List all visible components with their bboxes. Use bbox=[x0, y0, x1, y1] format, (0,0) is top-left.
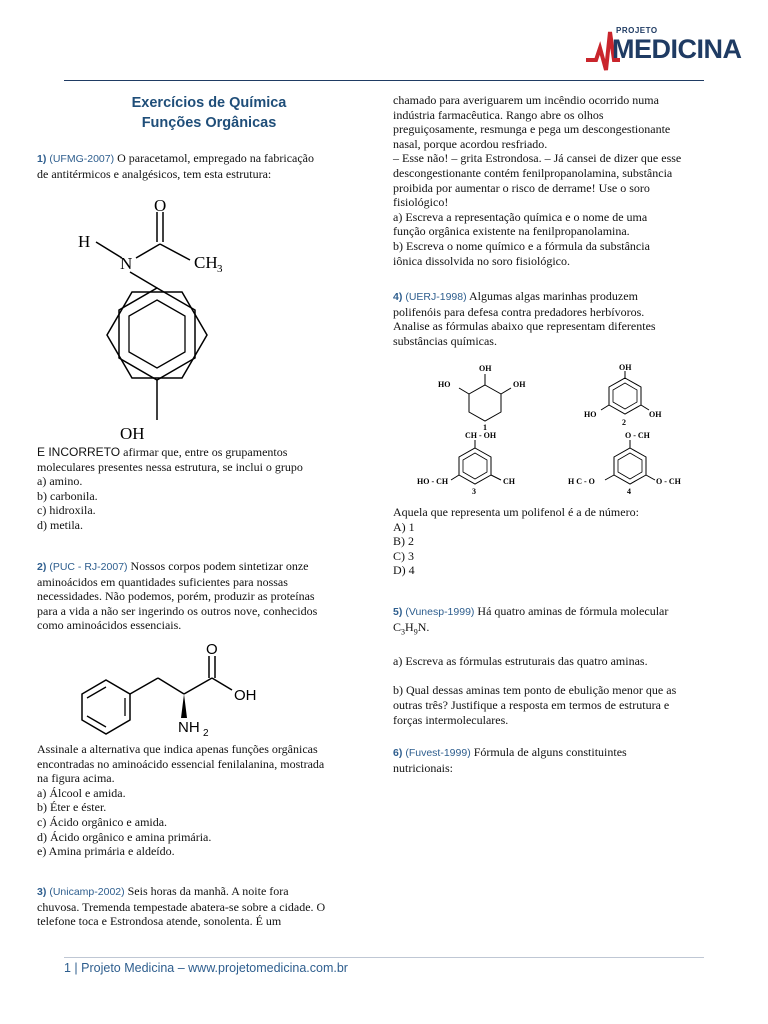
phenylalanine-nh-label: NH bbox=[178, 719, 200, 736]
q2-option-a: a) Álcool e amida. bbox=[37, 785, 126, 800]
phenylalanine-oh-label: OH bbox=[234, 687, 257, 704]
q3-right-line-1: chamado para averiguarem um incêndio ocorrido numa bbox=[393, 93, 659, 107]
q5-block bbox=[393, 604, 676, 727]
s2-oh-top: OH bbox=[619, 363, 632, 372]
q2-intro-line-3: necessidades. Não podemos, porém, produzir as proteínas bbox=[37, 589, 315, 604]
q1-option-d: d) metila. bbox=[37, 517, 83, 532]
q4-source: (UERJ-1998) bbox=[405, 291, 467, 303]
phenylalanine-o-label: O bbox=[206, 641, 218, 658]
q5-part-a: a) Escreva as fórmulas estruturais das quatro aminas. bbox=[393, 654, 648, 669]
q4-option-b: B) 2 bbox=[393, 534, 414, 549]
q3-left-line-3: telefone toca e Estrondosa atende, sonolenta. É um bbox=[37, 914, 282, 929]
polyphenol-structures bbox=[417, 360, 695, 500]
s2-number: 2 bbox=[622, 418, 626, 427]
q6-intro-line-2: nutricionais: bbox=[393, 760, 453, 775]
q1-stem-rest: afirmar que, entre os grupamentos bbox=[120, 445, 288, 459]
q4-number: 4) bbox=[393, 291, 403, 303]
q3-number: 3) bbox=[37, 886, 47, 898]
q4-option-a: A) 1 bbox=[393, 519, 415, 534]
q3-intro-first: Seis horas da manhã. A noite fora bbox=[124, 884, 289, 898]
paracetamol-ch3-sub: 3 bbox=[217, 263, 223, 275]
s2-ho-left: HO bbox=[584, 410, 597, 419]
q6-number: 6) bbox=[393, 747, 403, 759]
q1-stem bbox=[37, 445, 303, 533]
q1-intro-line-1: O paracetamol, empregado na fabricação bbox=[117, 151, 314, 165]
q3-left-line-2: chuvosa. Tremenda tempestade abatera-se sobre a cidade. O bbox=[37, 899, 326, 914]
phenylalanine-structure bbox=[72, 640, 272, 740]
s1-number: 1 bbox=[483, 423, 487, 432]
q5-formula: $C_3H_9N$. bbox=[393, 619, 430, 636]
q1-option-c: c) hidroxila. bbox=[37, 503, 96, 518]
q1-option-b: b) carbonila. bbox=[37, 488, 98, 503]
q4-intro-line-4: substâncias químicas. bbox=[393, 333, 497, 348]
q2-intro-first: Nossos corpos podem sintetizar onze bbox=[127, 559, 309, 573]
s4-h3co: H C - O bbox=[568, 477, 595, 486]
q5-part-b-line-3: forças intermoleculares. bbox=[393, 712, 509, 727]
page-title bbox=[64, 93, 354, 133]
q2-intro-line-5: como aminoácidos essenciais. bbox=[37, 618, 182, 633]
q1-stem-line-2: moleculares presentes nessa estrutura, se inclui o grupo bbox=[37, 459, 303, 474]
q1-source: (UFMG-2007) bbox=[49, 153, 115, 165]
q2-stem-line-2: encontradas no aminoácido essencial fenilalanina, mostrada bbox=[37, 756, 325, 771]
q2-option-b: b) Éter e éster. bbox=[37, 800, 107, 815]
q1-intro bbox=[37, 151, 314, 181]
q3-right-line-11: b) Escreva o nome químico e a fórmula da substância bbox=[393, 238, 650, 253]
q4-intro-first: Algumas algas marinhas produzem bbox=[466, 289, 638, 303]
header-rule bbox=[64, 80, 704, 81]
paracetamol-ch3-label: CH bbox=[194, 253, 218, 272]
q5-part-b-line-1: b) Qual dessas aminas tem ponto de ebulição menor que as bbox=[393, 683, 677, 698]
s1-oh-top: OH bbox=[479, 364, 492, 373]
paracetamol-ring bbox=[107, 292, 207, 378]
q3-continuation bbox=[393, 93, 681, 268]
footer-text: Projeto Medicina – www.projetomedicina.com.br bbox=[81, 961, 348, 975]
s4-och3-right: O - CH bbox=[656, 477, 681, 486]
s1-ho-left: HO bbox=[438, 380, 451, 389]
q2-source: (PUC - RJ-2007) bbox=[49, 561, 128, 573]
q3-right-line-8: fisiológico! bbox=[393, 195, 449, 210]
s3-ch2oh: CH - OH bbox=[465, 431, 497, 440]
s1-oh-right: OH bbox=[513, 380, 526, 389]
structure-3 bbox=[417, 431, 516, 496]
q2-intro-line-4: para a vida a não ser ingerindo os outros nove, conhecidos bbox=[37, 603, 318, 618]
q4-stem-line: Aquela que representa um polifenol é a de número: bbox=[393, 505, 639, 519]
q4-stem bbox=[393, 505, 639, 578]
q4-intro-line-3: Analise as fórmulas abaixo que representam diferentes bbox=[393, 319, 656, 334]
q3-right-line-9: a) Escreva a representação química e o nome de uma bbox=[393, 209, 648, 224]
q2-stem bbox=[37, 742, 324, 859]
s4-number: 4 bbox=[627, 487, 631, 496]
footer-page-number: 1 bbox=[64, 961, 71, 975]
q2-option-c: c) Ácido orgânico e amida. bbox=[37, 814, 168, 829]
paracetamol-h-label: H bbox=[78, 232, 91, 251]
q2-option-d: d) Ácido orgânico e amina primária. bbox=[37, 829, 212, 844]
q3-source: (Unicamp-2002) bbox=[49, 886, 125, 898]
footer-rule bbox=[64, 957, 704, 958]
q2-intro-line-2: aminoácidos em quantidades suficientes para nossas bbox=[37, 574, 288, 589]
title-line-1: Exercícios de Química bbox=[131, 95, 287, 111]
paracetamol-oh-label: OH bbox=[120, 424, 145, 443]
q4-intro bbox=[393, 289, 656, 348]
q3-right-line-10: função orgânica existente na fenilpropanolamina. bbox=[393, 224, 630, 239]
paracetamol-n-label: N bbox=[120, 254, 133, 273]
q4-option-c: C) 3 bbox=[393, 548, 414, 563]
q3-right-line-2: indústria farmacêutica. Rango abre os olhos bbox=[393, 107, 604, 122]
q2-intro bbox=[37, 559, 317, 633]
q2-option-e: e) Amina primária e aldeído. bbox=[37, 844, 175, 859]
structure-2 bbox=[584, 363, 662, 427]
paracetamol-o-label: O bbox=[154, 196, 167, 215]
q5-number: 5) bbox=[393, 606, 403, 618]
s3-number: 3 bbox=[472, 487, 476, 496]
q3-intro bbox=[37, 884, 325, 929]
page-footer bbox=[64, 961, 348, 975]
q1-stem-caps: E INCORRETO bbox=[37, 445, 121, 459]
q6-block bbox=[393, 745, 627, 775]
q3-right-line-5: – Esse não! – grita Estrondosa. – Já cansei de dizer que esse bbox=[393, 151, 682, 166]
structure-4 bbox=[568, 431, 682, 496]
footer-separator: | bbox=[70, 961, 82, 975]
logo-big-text: MEDICINA bbox=[612, 34, 742, 64]
logo-small-text: PROJETO bbox=[616, 26, 658, 35]
q1-option-a: a) amino. bbox=[37, 474, 83, 489]
logo bbox=[586, 26, 742, 76]
q6-intro-first: Fórmula de alguns constituintes bbox=[470, 745, 627, 759]
q4-option-d: D) 4 bbox=[393, 563, 415, 578]
q3-right-line-12: iônica dissolvida no soro fisiológico. bbox=[393, 253, 570, 268]
phenylalanine-nh-sub: 2 bbox=[203, 728, 209, 739]
s3-hoch2: HO - CH bbox=[417, 477, 449, 486]
q2-stem-line-1: Assinale a alternativa que indica apenas funções orgânicas bbox=[37, 742, 318, 756]
structure-1 bbox=[438, 364, 526, 432]
q5-source: (Vunesp-1999) bbox=[405, 606, 475, 618]
q1-intro-line-2: de antitérmicos e analgésicos, tem esta estrutura: bbox=[37, 166, 272, 181]
q3-right-line-4: nasal, porque acordou resfriado. bbox=[393, 136, 548, 151]
s4-och3-top: O - CH bbox=[625, 431, 650, 440]
q3-right-line-6: descongestionante contém fenilpropanolamina, substância bbox=[393, 165, 673, 180]
q3-right-line-3: preguiçosamente, resmunga e pega um descongestionante bbox=[393, 122, 671, 137]
q4-intro-line-2: polifenóis para defesa contra predadores herbívoros. bbox=[393, 304, 645, 319]
s2-oh-right: OH bbox=[649, 410, 662, 419]
q2-stem-line-3: na figura acima. bbox=[37, 771, 115, 786]
s3-ch3: CH bbox=[503, 477, 515, 486]
q2-number: 2) bbox=[37, 561, 47, 573]
q5-intro-first: Há quatro aminas de fórmula molecular bbox=[474, 604, 669, 618]
q5-part-b-line-2: outras três? Justifique a resposta em termos de estrutura e bbox=[393, 697, 670, 712]
q3-right-line-7: proibida por aumentar o risco de derrame! Use o soro bbox=[393, 180, 650, 195]
q1-number: 1) bbox=[37, 153, 47, 165]
q6-source: (Fuvest-1999) bbox=[405, 747, 471, 759]
paracetamol-structure bbox=[60, 192, 240, 447]
title-line-2: Funções Orgânicas bbox=[141, 115, 277, 131]
